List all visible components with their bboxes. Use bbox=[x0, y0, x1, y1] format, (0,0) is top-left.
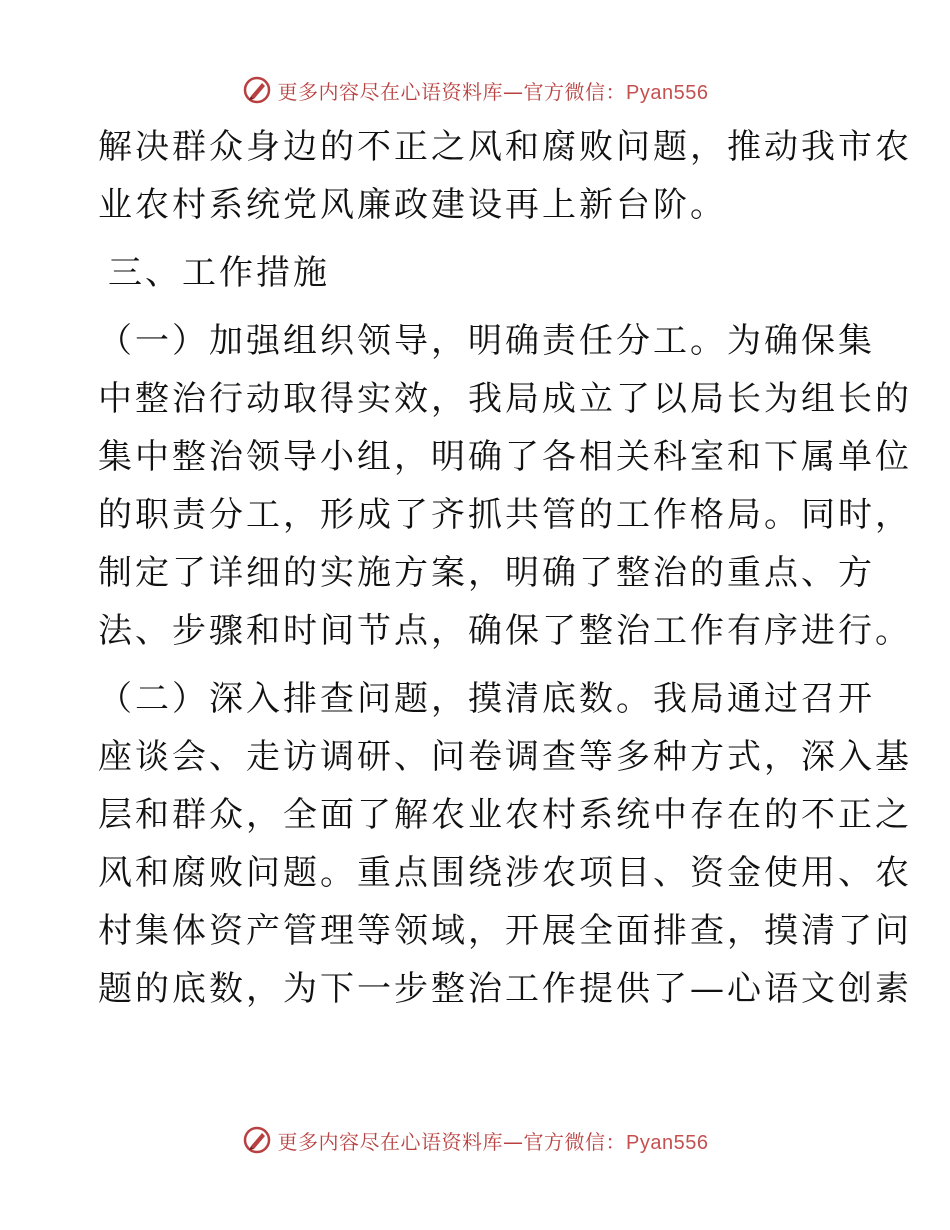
text-line: 层和群众，全面了解农业农村系统中存在的不正之 bbox=[98, 795, 912, 835]
watermark-text: 更多内容尽在心语资料库—官方微信：Pyan556 bbox=[277, 1129, 709, 1154]
text-line: 题的底数，为下一步整治工作提供了—心语文创素 bbox=[98, 969, 912, 1009]
text-line: 法、步骤和时间节点，确保了整治工作有序进行。 bbox=[98, 611, 912, 651]
text-line: 的职责分工，形成了齐抓共管的工作格局。同时， bbox=[98, 495, 912, 535]
section-heading: 三、工作措施 bbox=[108, 253, 330, 293]
watermark-text: 更多内容尽在心语资料库—官方微信：Pyan556 bbox=[277, 79, 709, 104]
text-line: 风和腐败问题。重点围绕涉农项目、资金使用、农 bbox=[98, 853, 912, 893]
text-line: 解决群众身边的不正之风和腐败问题，推动我市农 bbox=[98, 127, 912, 167]
watermark-handle: Pyan556 bbox=[626, 1131, 709, 1154]
text-line: 中整治行动取得实效，我局成立了以局长为组长的 bbox=[98, 379, 912, 419]
intro-paragraph bbox=[98, 118, 912, 234]
document-body bbox=[98, 118, 912, 1018]
paragraph-organization bbox=[98, 312, 912, 660]
text-line: （二）深入排查问题，摸清底数。我局通过召开 bbox=[98, 679, 875, 719]
footer-watermark bbox=[0, 1120, 950, 1160]
text-line: （一）加强组织领导，明确责任分工。为确保集 bbox=[98, 321, 875, 361]
watermark-handle: Pyan556 bbox=[626, 81, 709, 104]
header-watermark bbox=[0, 70, 950, 110]
text-line: 业农村系统党风廉政建设再上新台阶。 bbox=[98, 185, 727, 225]
paragraph-investigation bbox=[98, 670, 912, 1018]
text-line: 村集体资产管理等领域，开展全面排查，摸清了问 bbox=[98, 911, 912, 951]
text-line: 座谈会、走访调研、问卷调查等多种方式，深入基 bbox=[98, 737, 912, 777]
pen-logo-icon bbox=[242, 75, 272, 105]
text-line: 集中整治领导小组，明确了各相关科室和下属单位 bbox=[98, 437, 912, 477]
pen-logo-icon bbox=[242, 1125, 272, 1155]
text-line: 制定了详细的实施方案，明确了整治的重点、方 bbox=[98, 553, 875, 593]
